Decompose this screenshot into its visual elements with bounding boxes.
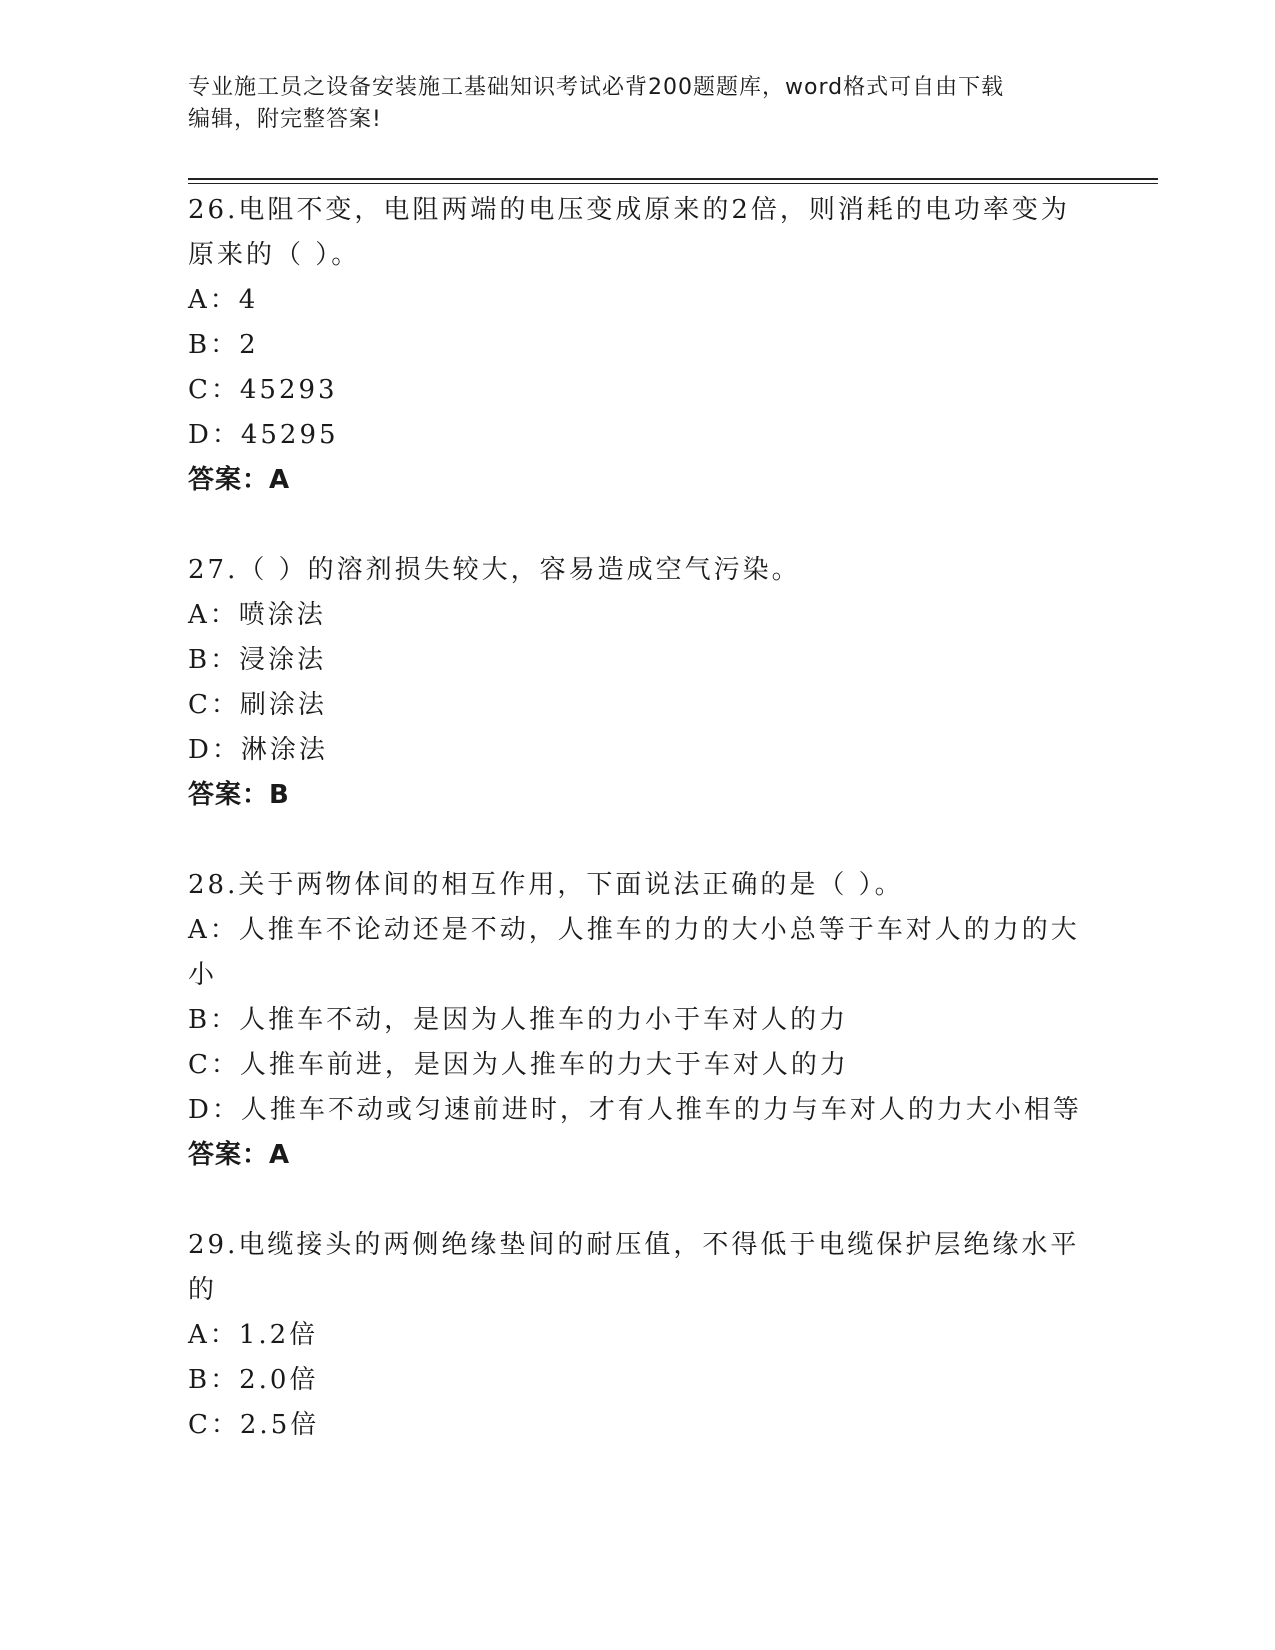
question-text: 28.关于两物体间的相互作用，下面说法正确的是（ ）。 [188,870,904,900]
option-c: C：人推车前进，是因为人推车的力大于车对人的力 [188,1050,849,1080]
option-a: A：4 [188,285,259,315]
option-d: D：淋涂法 [188,735,328,765]
document-header [188,72,1088,136]
option-c: C：刷涂法 [188,690,327,720]
question-text: 29.电缆接头的两侧绝缘垫间的耐压值，不得低于电缆保护层绝缘水平的 [188,1230,1080,1305]
option-d: D：人推车不动或匀速前进时，才有人推车的力与车对人的力大小相等 [188,1095,1082,1125]
option-c: C：2.5倍 [188,1410,320,1440]
question-27 [188,548,1088,817]
question-list [188,188,1088,1494]
header-divider-thick [188,178,1158,180]
option-a: A：人推车不论动还是不动，人推车的力的大小总等于车对人的力的大小 [188,915,1080,990]
option-c: C：45293 [188,375,338,405]
option-b: B：人推车不动，是因为人推车的力小于车对人的力 [188,1005,849,1035]
option-b: B：浸涂法 [188,645,327,675]
option-a: A：喷涂法 [188,600,326,630]
header-title-line2: 编辑，附完整答案! [188,107,382,132]
question-26 [188,188,1088,502]
option-a: A：1.2倍 [188,1320,319,1350]
option-d: D：45295 [188,420,339,450]
header-divider-thin [188,183,1158,184]
option-b: B：2.0倍 [188,1365,319,1395]
question-28 [188,863,1088,1177]
question-text: 26.电阻不变，电阻两端的电压变成原来的2倍，则消耗的电功率变为原来的（ ）。 [188,195,1070,270]
answer-line: 答案：A [188,465,291,495]
header-title-line1: 专业施工员之设备安装施工基础知识考试必背200题题库，word格式可自由下载 [188,75,1005,100]
question-text: 27.（ ）的溶剂损失较大，容易造成空气污染。 [188,555,801,585]
answer-line: 答案：B [188,780,290,810]
option-b: B：2 [188,330,259,360]
answer-line: 答案：A [188,1140,291,1170]
question-29 [188,1223,1088,1448]
